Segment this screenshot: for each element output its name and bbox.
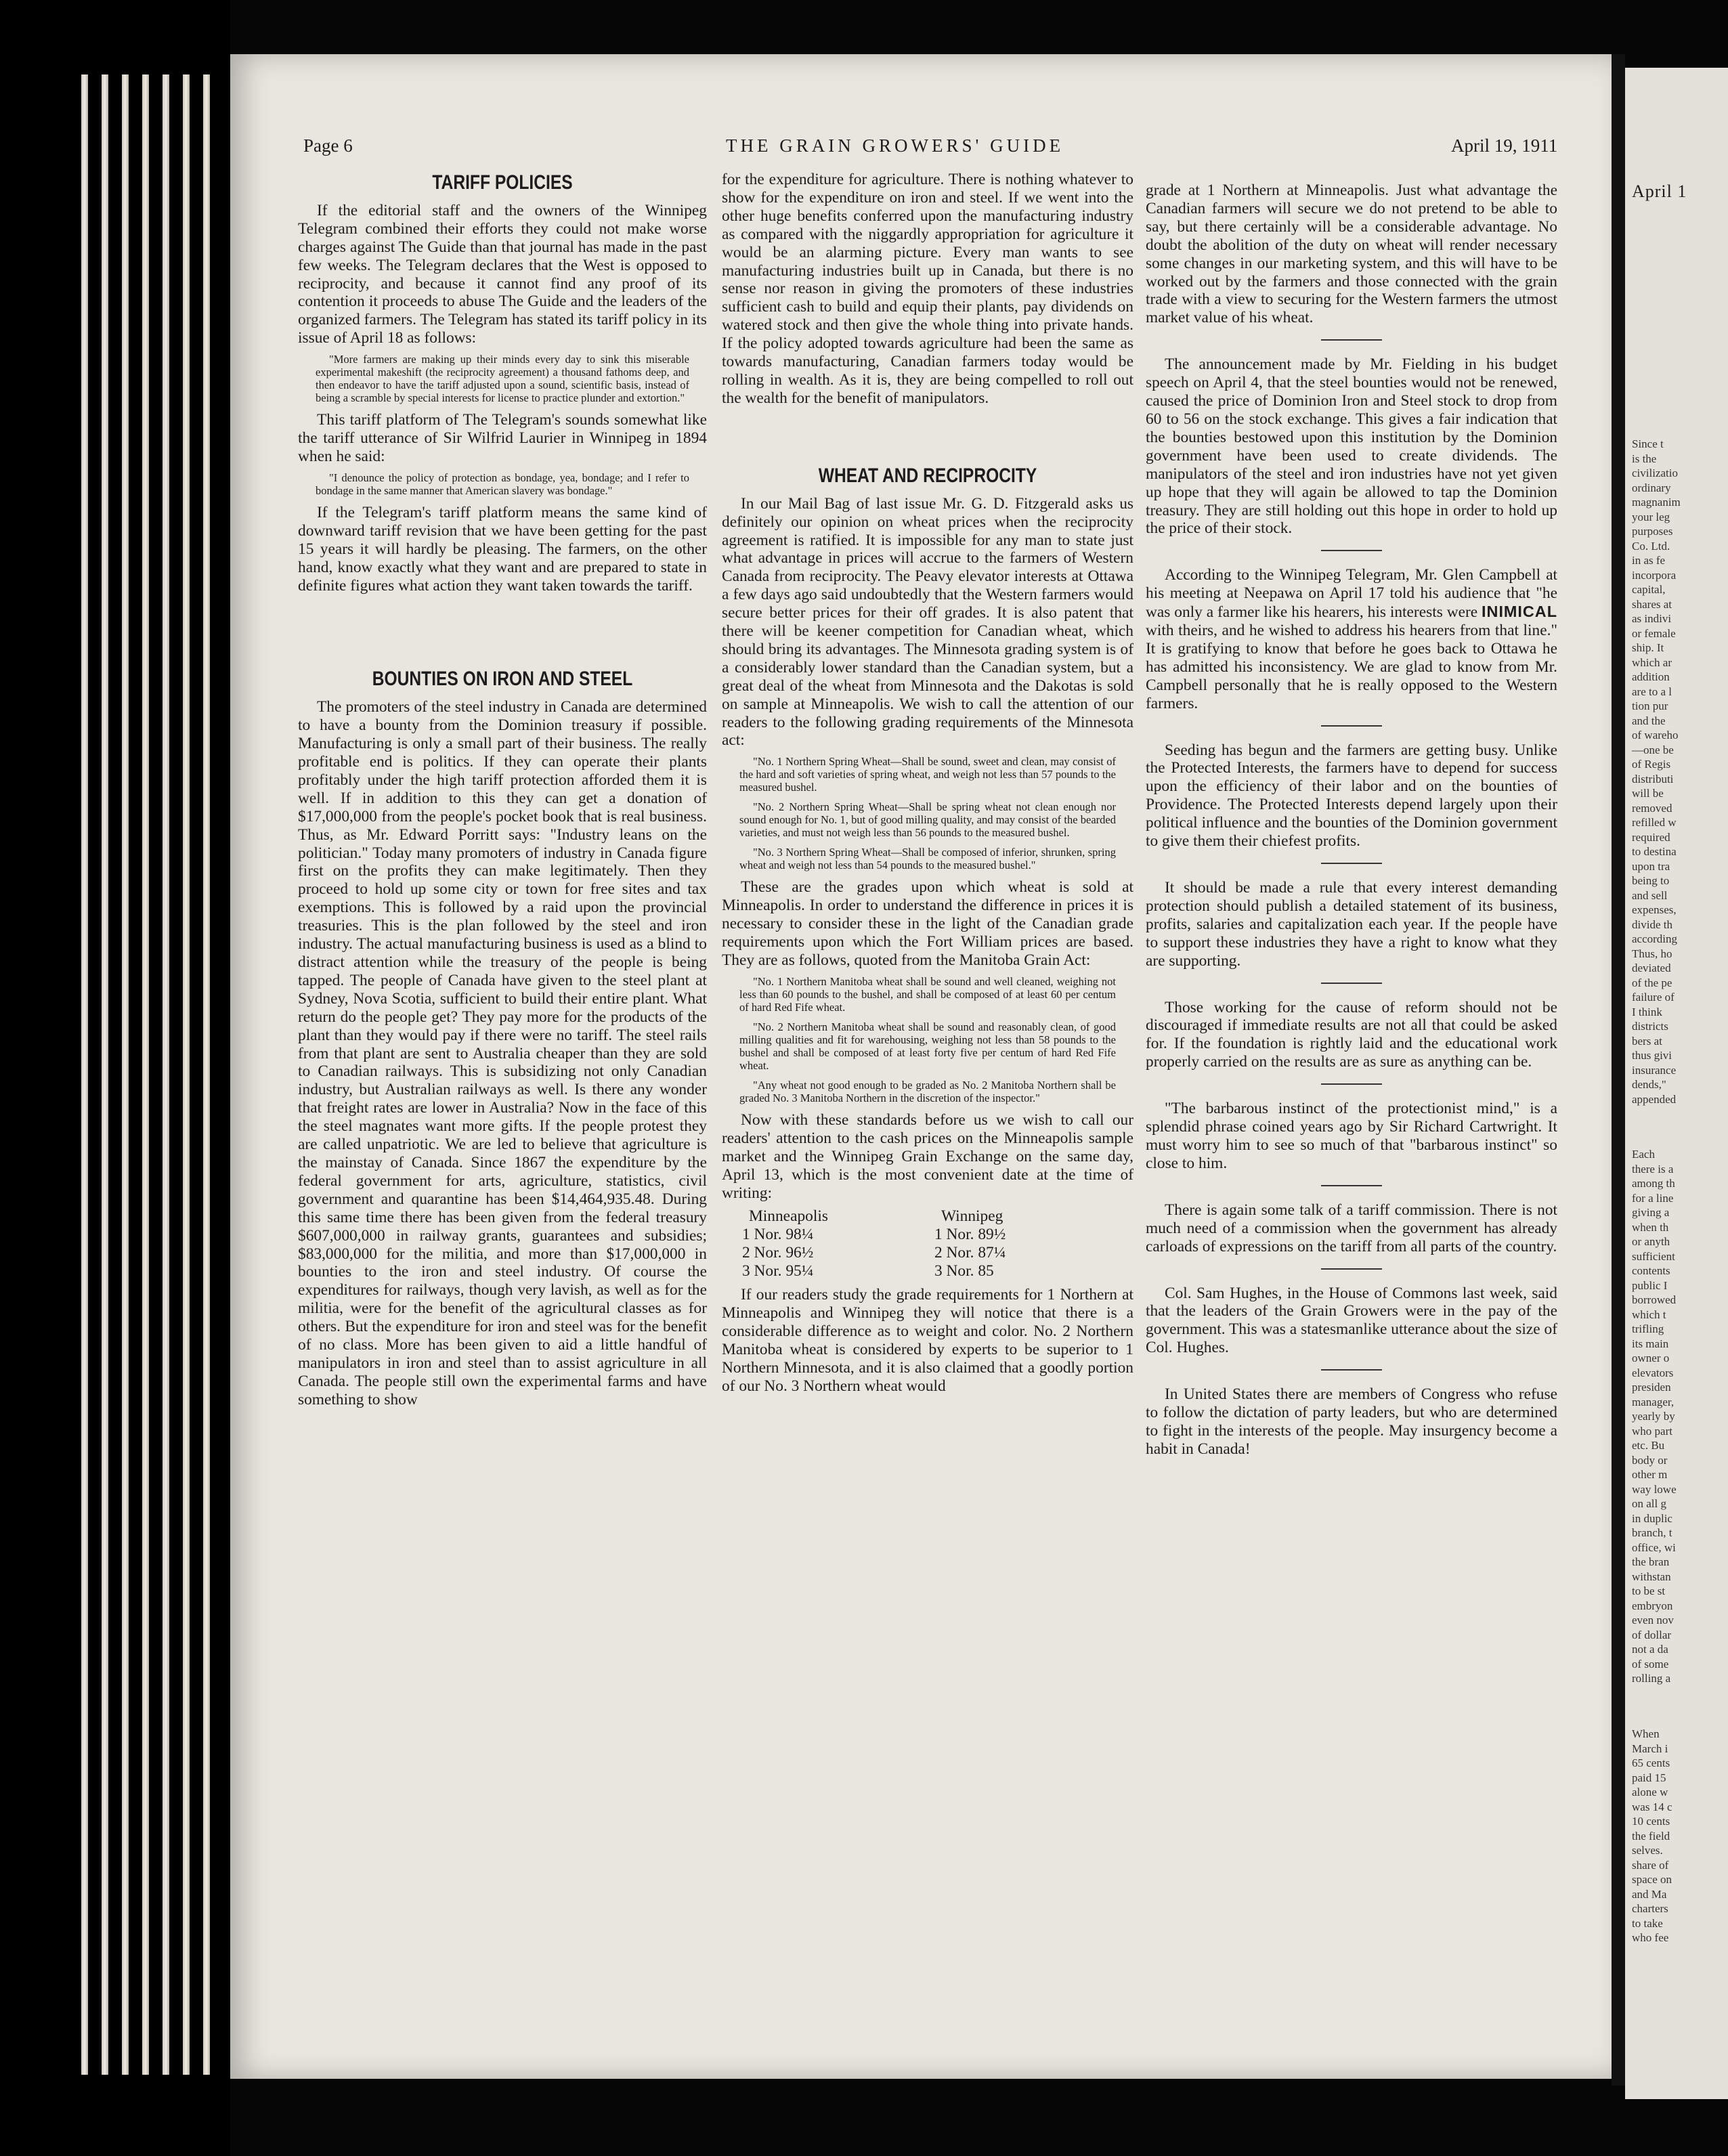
minnesota-grade-1: "No. 1 Northern Spring Wheat—Shall be sound, sweet and clean, may consist of the hard and soft varieties of spring wheat, and weigh not less than 57 pounds to the measured bushel. [739, 755, 1116, 794]
issue-date: April 19, 1911 [1451, 135, 1558, 156]
section-rule [1321, 550, 1382, 551]
minneapolis-price-2: 2 Nor. 96½ [742, 1244, 814, 1262]
adjacent-page-fragment [1625, 68, 1728, 2099]
minnesota-grade-3: "No. 3 Northern Spring Wheat—Shall be composed of inferior, shrunken, spring wheat and weigh not less than 54 pounds to the measured bushel." [739, 846, 1116, 872]
wheat-paragraph-4: If our readers study the grade requirements for 1 Northern at Minneapolis and Winnipeg they will notice that there is a considerable difference as to weight and color. No. 2 Northern Manitoba wheat is considered by experts to be superior to 1 Northern Minnesota, and it is also claimed that a goodly portion of our No. 3 Northern wheat would [722, 1286, 1133, 1395]
section-rule [1321, 1083, 1382, 1085]
page-number: Page 6 [303, 135, 353, 156]
section-rule [1321, 1185, 1382, 1186]
headline-bounties: BOUNTIES ON IRON AND STEEL [372, 668, 633, 691]
masthead-title: THE GRAIN GROWERS' GUIDE [726, 135, 1064, 156]
note-campbell: According to the Winnipeg Telegram, Mr. Glen Campbell at his meeting at Neepawa on April 17 told his audience that "he was only a farmer like his hearers, his interests were INIMICAL with theirs, and he wished to address his hearers from that line." It is gratifying to know that before he goes back to Ottawa he has admitted his inconsistency. We are glad to know from Mr. Campbell personally that he is really opposed to the Western farmers. [1146, 566, 1557, 712]
winnipeg-label: Winnipeg [941, 1207, 1003, 1226]
adjacent-page-header: April 1 [1632, 181, 1687, 201]
column-1 [298, 166, 707, 1415]
tariff-paragraph-1: If the editorial staff and the owners of the Winnipeg Telegram combined their efforts they could not make worse charges against The Guide than that journal has made in the past few weeks. The Telegram declares that the West is opposed to reciprocity, and because it cannot find any proof of its contention it proceeds to abuse The Guide and the leaders of the organized farmers. The Telegram has stated its tariff policy in its issue of April 18 as follows: [298, 201, 707, 347]
adjacent-column-fragment-1: Since t is the civilizatio ordinary magnanim your leg purposes Co. Ltd. in as fe incorpora capital, shares at as indivi or female ship. It which ar addition are to a l tion pur and the of wareho —one be of Regis distributi will be removed refilled w required to destina upon tra being to and sell expenses, divide th according Thus, ho deviated of the pe failure of I think districts bers at thus givi insurance dends," appended [1632, 437, 1681, 1106]
telegram-quote: "More farmers are making up their minds every day to sink this miserable experimental makeshift (the reciprocity agreement) a thousand fathoms deep, and then endeavor to have the tariff adjusted upon a sound, scientific basis, instead of being a scramble by special interests for license to practice plunder and extortion." [316, 353, 689, 405]
note-barbarous-instinct: "The barbarous instinct of the protectionist mind," is a splendid phrase coined years ago by Sir Richard Cartwright. It must worry him to see so much of that "barbarous instinct" so close to him. [1146, 1100, 1557, 1172]
wheat-paragraph-2: These are the grades upon which wheat is sold at Minneapolis. In order to understand the difference in prices it is necessary to consider these in the light of the Canadian grade requirements upon which the Fort William prices are based. They are as follows, quoted from the Manitoba Grain Act: [722, 878, 1133, 969]
note-tariff-commission: There is again some talk of a tariff commission. There is not much need of a commission when the government has already carloads of expressions on the tariff from all parts of the country. [1146, 1201, 1557, 1255]
section-rule [1321, 863, 1382, 864]
section-rule [1321, 339, 1382, 341]
wheat-paragraph-1: In our Mail Bag of last issue Mr. G. D. Fitzgerald asks us definitely our opinion on wheat prices when the reciprocity agreement is ratified. It is impossible for any man to state just what advantage in prices will accrue to the farmers of Western Canada from reciprocity. The Peavy elevator interests at Ottawa a few days ago said undoubtedly that the Western farmers would secure better prices for their off grades. It is also patent that there will be keener competition for Canadian wheat, which should bring its advantages. The Minnesota grading system is of a considerably lower standard than the Canadian system, but a great deal of the wheat from Minnesota and the Dakotas is sold on sample at Minneapolis. We wish to call the attention of our readers to the following grading requirements of the Minnesota act: [722, 494, 1133, 750]
minneapolis-price-1: 1 Nor. 98¼ [742, 1226, 814, 1244]
winnipeg-price-2: 2 Nor. 87¼ [934, 1244, 1006, 1262]
section-rule [1321, 1268, 1382, 1270]
note-publish-rule: It should be made a rule that every interest demanding protection should publish a detailed statement of its business, profits, salaries and capitalization each year. If the people have to support these industries they have a right to know what they are supporting. [1146, 879, 1557, 970]
bounties-paragraph-continued: for the expenditure for agriculture. There is nothing whatever to show for the expenditure on iron and steel. If we went into the other huge benefits conferred upon the manufacturing industry as compared with the niggardly appropriation for agriculture it would be an alarming picture. Every man wants to see manufacturing industries built up in Canada, but there is no sense nor reason in giving the promoters of these industries sufficient cash to build and equip their plants, pay dividends on watered stock and then give the whole thing into private hands. If the policy adopted towards agriculture had been the same as towards manufacturing, Canadian farmers today would be rolling in wealth. As it is, they are being compelled to roll out the wealth for the benefit of manipulators. [722, 171, 1133, 407]
headline-tariff-policies: TARIFF POLICIES [432, 171, 573, 194]
manitoba-grade-2: "No. 2 Northern Manitoba wheat shall be sound and reasonably clean, of good milling qualities and fit for warehousing, weighing not less than 58 pounds to the bushel and shall be composed of at least forty five per centum of hard Red Fife wheat. [739, 1020, 1116, 1072]
manitoba-grade-1: "No. 1 Northern Manitoba wheat shall be sound and well cleaned, weighing not less than 60 pounds to the bushel, and shall be composed of at least 60 per centum of hard Red Fife wheat. [739, 974, 1116, 1014]
minneapolis-label: Minneapolis [749, 1207, 828, 1226]
note-sam-hughes: Col. Sam Hughes, in the House of Commons last week, said that the leaders of the Grain Growers were in the pay of the government. This was a statesmanlike utterance about the size of Col. Hughes. [1146, 1284, 1557, 1357]
minnesota-grade-2: "No. 2 Northern Spring Wheat—Shall be spring wheat not clean enough nor sound enough for No. 1, but of good milling quality, and may consist of the bearded varieties, and must not weigh less than 56 pounds to the measured bushel. [739, 800, 1116, 840]
inimical-emphasis: INIMICAL [1482, 603, 1557, 621]
section-rule [1321, 1369, 1382, 1371]
note-fielding: The announcement made by Mr. Fielding in his budget speech on April 4, that the steel bounties would not be renewed, caused the price of Dominion Iron and Steel stock to drop from 60 to 56 on the stock exchange. This gives a fair indication that the bounties bestowed upon this institution by the Dominion government have been used to create dividends. The manipulators of the steel and iron industries have not yet given up hope that they will again be allowed to tap the Dominion treasury. They are still holding out this hope in order to hold up the price of their stock. [1146, 355, 1557, 538]
minneapolis-price-3: 3 Nor. 95¼ [742, 1262, 814, 1280]
price-table [742, 1207, 1127, 1280]
section-rule [1321, 983, 1382, 984]
wheat-paragraph-continued: grade at 1 Northern at Minneapolis. Just what advantage the Canadian farmers will secure we do not pretend to be able to say, but there certainly will be a considerable advantage. No doubt the abolition of the duty on wheat will render necessary some changes in our marketing system, and this will have to be worked out by the farmers and those connected with the grain trade with a view to securing for the Western farmers the utmost market value of his wheat. [1146, 181, 1557, 327]
note-reform: Those working for the cause of reform should not be discouraged if immediate results are not all that could be asked for. If the foundation is rightly laid and the educational work properly carried on the results are as sure as anything can be. [1146, 998, 1557, 1071]
column-2 [722, 171, 1133, 1401]
page-gutter [1612, 54, 1625, 2086]
book-page-edges [0, 0, 230, 2156]
note-seeding: Seeding has begun and the farmers are getting busy. Unlike the Protected Interests, the farmers have to depend for success upon the efficiency of their labor and on the bounties of Providence. The Protected Interests depend largely upon their political influence and the bounties of the Dominion government to give them their chiefest profits. [1146, 741, 1557, 850]
winnipeg-price-3: 3 Nor. 85 [934, 1262, 994, 1280]
adjacent-column-fragment-3: When March i 65 cents paid 15 alone w was 14 c 10 cents the field selves. share of space on and Ma charters to take who fee [1632, 1727, 1672, 1944]
headline-wheat-reciprocity: WHEAT AND RECIPROCITY [818, 464, 1037, 487]
manitoba-grade-3: "Any wheat not good enough to be graded as No. 2 Manitoba Northern shall be graded No. 3 Manitoba Northern in the discretion of the inspector." [739, 1078, 1116, 1104]
adjacent-column-fragment-2: Each there is a among th for a line giving a when th or anyth sufficient contents public I borrowed which t trifling its main owner o elevators presiden manager, yearly by who part etc. Bu body or other m way lowe on all g in duplic branch, t office, wi the bran withstan to be st embryon even nov of dollar not a da of some rolling a [1632, 1148, 1677, 1685]
wheat-paragraph-3: Now with these standards before us we wish to call our readers' attention to the cash prices on the Minneapolis sample market and the Winnipeg Grain Exchange on the same day, April 13, which is the most convenient date at the time of writing: [722, 1111, 1133, 1202]
tariff-paragraph-3: If the Telegram's tariff platform means the same kind of downward tariff revision that we have been getting for the past 15 years it will hardly be pleasing. The farmers, on the other hand, know exactly what they want and are prepared to state in definite figures what action they want taken towards the tariff. [298, 503, 707, 595]
column-3 [1146, 181, 1557, 1464]
bounties-paragraph-1: The promoters of the steel industry in Canada are determined to have a bounty from the Dominion treasury if possible. Manufacturing is only a small part of their business. The really profitable end is politics. If they can operate their plants profitably under the high tariff protection afforded them it is well. If in addition to this they can get a donation of $17,000,000 from the people's pocket book that is real business. Thus, as Mr. Edward Porritt says: "Industry leans on the politician." Today many promoters of industry in Canada figure first on the profits they can make legitimately. Then they proceed to hold up some city or town for free sites and tax exemptions. This is followed by a raid upon the provincial treasuries. This is the plan followed by the steel and iron industry. The actual manufacturing business is used as a blind to distract attention while the treasury of the people is being tapped. The people of Canada have given to the steel plant at Sydney, Nova Scotia, sufficient to build their entire plant. What return do the people get? They pay more for the products of the plant than they would pay if there were no tariff. The steel rails from that plant are sent to Australia cheaper than they are sold to Canadian railways. This is subsidizing not only Canadian industry, but Australian railways as well. Is there any wonder that freight rates are lower in Australia? Now in the face of this the steel magnates want more gifts. If the people protest they are called unpatriotic. We are led to believe that agriculture is the mainstay of Canada. Since 1867 the expenditure by the federal government for arts, agriculture, statistics, civil government and quarantine has been $14,464,935.48. During this same time there has been given from the federal treasury $607,000,000 in railway grants, guarantees and subsidies; $83,000,000 for the militia, and more than $17,000,000 in bounties to the iron and steel industry. Of course the expenditures for railways, though very lavish, as well as for the militia, were for the benefit of the agricultural classes as for others. But the expenditure for iron and steel was for the benefit of no class. More has been given to aid a little handful of manipulators in iron and steel than to assist agriculture in all Canada. The people still own the experimental farms and have something to show [298, 698, 707, 1408]
winnipeg-price-1: 1 Nor. 89½ [934, 1226, 1006, 1244]
section-rule [1321, 725, 1382, 727]
laurier-quote: "I denounce the policy of protection as bondage, yea, bondage; and I refer to bondage in the same manner that American slavery was bondage." [316, 471, 689, 497]
note-congress: In United States there are members of Congress who refuse to follow the dictation of party leaders, but who are determined to fight in the interests of the people. May insurgency become a habit in Canada! [1146, 1385, 1557, 1458]
tariff-paragraph-2: This tariff platform of The Telegram's sounds somewhat like the tariff utterance of Sir Wilfrid Laurier in Winnipeg in 1894 when he said: [298, 411, 707, 465]
